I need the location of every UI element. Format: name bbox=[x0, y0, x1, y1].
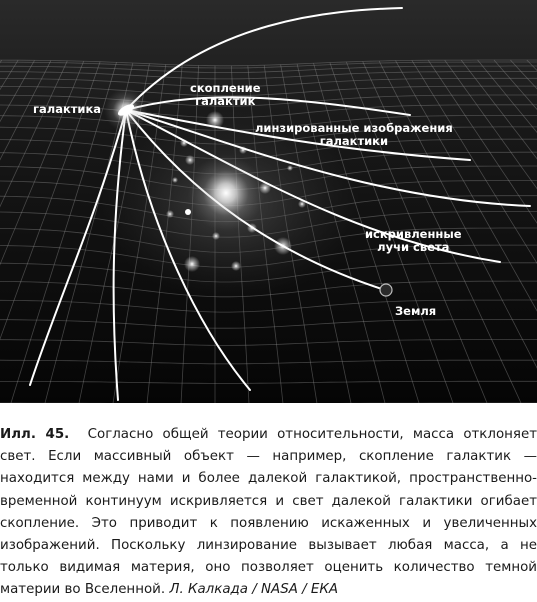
caption-credit: Л. Калкада / NASA / ЕКА bbox=[169, 582, 338, 597]
figure-caption bbox=[0, 424, 537, 602]
cluster-galaxy bbox=[185, 209, 191, 215]
label-earth: Земля bbox=[395, 305, 436, 318]
cluster-galaxy bbox=[259, 182, 271, 194]
cluster-galaxy bbox=[247, 223, 257, 233]
caption-text: Согласно общей теории относительности, масса отклоняет свет. Если массивный объект — например, скопление галактик — находится между нами и более далекой галактикой, пространственно-временной континуум искривляется и свет далекой галактики огибает скопление. Это приводит к появлению искаженных и увеличенных изображений. Поскольку линзирование вызывает любая масса, а не только видимая материя, оно позволяет оценить количество темной материи во Вселенной. bbox=[0, 427, 537, 597]
earth-icon bbox=[380, 284, 392, 296]
cluster-galaxy bbox=[298, 200, 306, 208]
label-cluster bbox=[190, 82, 261, 108]
cluster-galaxy bbox=[172, 177, 178, 183]
cluster-galaxy bbox=[212, 232, 220, 240]
label-cluster-line1: скопление bbox=[190, 82, 261, 95]
cluster-galaxy bbox=[166, 210, 174, 218]
label-lensed-line2: галактики bbox=[255, 135, 453, 148]
cluster-galaxy bbox=[185, 155, 195, 165]
cluster-galaxy bbox=[239, 146, 247, 154]
cluster-galaxy bbox=[184, 256, 200, 272]
label-cluster-line2: галактик bbox=[190, 95, 261, 108]
cluster-core bbox=[188, 155, 264, 231]
cluster-galaxy bbox=[231, 261, 241, 271]
cluster-galaxy bbox=[274, 237, 292, 255]
cluster-galaxy bbox=[206, 111, 224, 129]
figure-number: Илл. 45. bbox=[0, 427, 69, 442]
label-bent-line1: искривленные bbox=[365, 228, 462, 241]
label-bent-line2: лучи света bbox=[365, 241, 462, 254]
label-lensed-images bbox=[255, 122, 453, 148]
earth bbox=[380, 284, 392, 296]
label-galaxy: галактика bbox=[33, 103, 101, 116]
cluster-galaxy bbox=[180, 139, 188, 147]
cluster-galaxy bbox=[287, 165, 293, 171]
label-bent-rays bbox=[365, 228, 462, 254]
label-lensed-line1: линзированные изображения bbox=[255, 122, 453, 135]
distant-galaxy bbox=[104, 88, 148, 132]
